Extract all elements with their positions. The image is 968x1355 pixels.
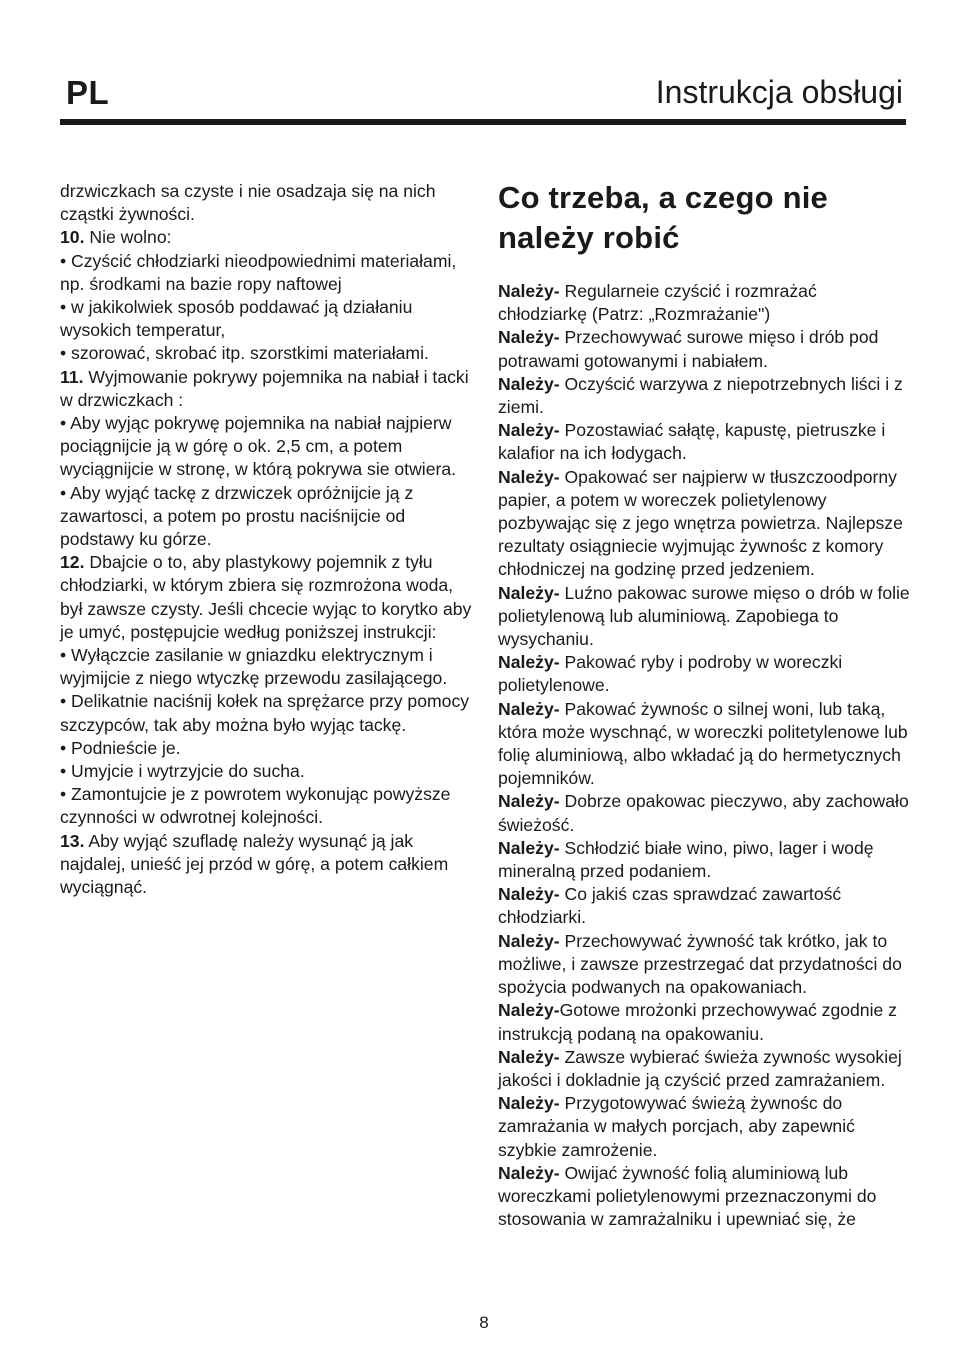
paragraph: drzwiczkach sa czyste i nie osadzaja się na nich cząstki żywności. — [60, 181, 436, 225]
paragraph: • Umyjcie i wytrzyjcie do sucha. — [60, 761, 305, 782]
list-item: Należy- Zawsze wybierać świeża zywnośc wysokiej jakości i dokladnie ją czyścić przed zamrażaniem. — [498, 1046, 902, 1090]
paragraph: • Aby wyjąć tackę z drzwiczek opróżnijcie ją z zawartosci, a potem po prostu naciśnijcie od podstawy ku górze. — [60, 482, 414, 550]
list-item: Należy- Przechowywać surowe mięso i drób pod potrawami gotowanymi i nabiałem. — [498, 327, 879, 371]
list-item: Należy- Dobrze opakowac pieczywo, aby zachowało świeżość. — [498, 791, 909, 835]
paragraph: • Zamontujcie je z powrotem wykonując powyższe czynności w odwrotnej kolejności. — [60, 784, 451, 828]
paragraph: 10. Nie wolno: — [60, 227, 172, 248]
list-item: Należy- Pozostawiać sałątę, kapustę, pietruszke i kalafior na ich łodygach. — [498, 420, 886, 464]
header-rule — [60, 119, 906, 125]
language-code: PL — [66, 74, 110, 111]
list-item: Należy- Przechowywać żywność tak krótko, jak to możliwe, i zawsze przestrzegać dat przydatności do spożycia podwanych na opakowaniach. — [498, 930, 902, 998]
paragraph: 12. Dbajcie o to, aby plastykowy pojemnik z tyłu chłodziarki, w którym zbiera się rozmrożona woda, był zawsze czysty. Jeśli chcecie wyjąc to korytko aby je umyć, postępujcie według poniższej instrukcji: — [60, 552, 472, 642]
list-item: Należy- Oczyścić warzywa z niepotrzebnych liści i z ziemi. — [498, 373, 903, 418]
paragraph: 13. Aby wyjąć szufladę należy wysunąć ją jak najdalej, unieść jej przód w górę, a potem całkiem wyciągnąć. — [60, 830, 449, 898]
list-item: Należy- Owijać żywność folią aluminiową lub woreczkami polietylenowymi przeznaczonymi do stosowania w zamrażalniku i upewniać się, że — [498, 1162, 877, 1230]
section-heading: Co trzeba, a czego nie należy robić — [498, 180, 828, 255]
paragraph: • Czyścić chłodziarki nieodpowiednimi materiałami, np. środkami na bazie ropy naftowej — [60, 250, 457, 294]
left-column — [60, 180, 476, 899]
paragraph: • w jakikolwiek sposób poddawać ją działaniu wysokich temperatur, — [60, 297, 413, 341]
right-column — [498, 178, 910, 1231]
list-item: Należy- Luźno pakowac surowe mięso o drób w folie polietylenową lub aluminiową. Zapobiega to wysychaniu. — [498, 582, 910, 650]
list-item: Należy- Schłodzić białe wino, piwo, lager i wodę mineralną przed podaniem. — [498, 837, 874, 882]
paragraph: • Wyłączcie zasilanie w gniazdku elektrycznym i wyjmijcie z niego wtyczkę przewodu zasilającego. — [60, 645, 448, 689]
paragraph: • Podnieście je. — [60, 737, 181, 758]
list-item: Należy- Pakować ryby i podroby w woreczki polietylenowe. — [498, 652, 843, 696]
paragraph: • Delikatnie naciśnij kołek na sprężarce przy pomocy szczypców, tak aby można było wyjąc tackę. — [60, 691, 470, 735]
list-item: Należy- Pakować żywnośc o silnej woni, lub taką, która może wyschnąć, w woreczki politetylenowe lub folię aluminiową, albo wkładać ją do hermetycznych pojemników. — [498, 698, 908, 789]
paragraph: • Aby wyjąc pokrywę pojemnika na nabiał najpierw pociągnijcie ją w górę o ok. 2,5 cm, a potem wyciągnijcie w stronę, w którą pokrywa sie otwiera. — [60, 413, 457, 480]
list-item: Należy- Opakować ser najpierw w tłuszczoodporny papier, a potem w woreczek polietylenowy pozbywając się z jego wnętrza powietrza. Najlepsze rezultaty osiągniecie wyjmując żywnośc z komory chłodniczej na godzinę przed jedzeniem. — [498, 466, 903, 580]
paragraph: 11. Wyjmowanie pokrywy pojemnika na nabiał i tacki w drzwiczkach : — [60, 366, 469, 410]
list-item: Należy- Przygotowywać świeżą żywnośc do zamrażania w małych porcjach, aby zapewnić szybkie zamrożenie. — [498, 1093, 855, 1160]
list-item: Należy- Regularneie czyścić i rozmrażać chłodziarkę (Patrz: „Rozmrażanie") — [498, 281, 817, 325]
list-item: Należy- Co jakiś czas sprawdzać zawartość chłodziarki. — [498, 884, 842, 928]
paragraph: • szorować, skrobać itp. szorstkimi materiałami. — [60, 343, 429, 364]
dos-list — [498, 280, 910, 1231]
page-number: 8 — [479, 1313, 489, 1332]
list-item: Należy-Gotowe mrożonki przechowywać zgodnie z instrukcją podaną na opakowaniu. — [498, 1000, 897, 1044]
document-title: Instrukcja obsługi — [655, 74, 903, 110]
